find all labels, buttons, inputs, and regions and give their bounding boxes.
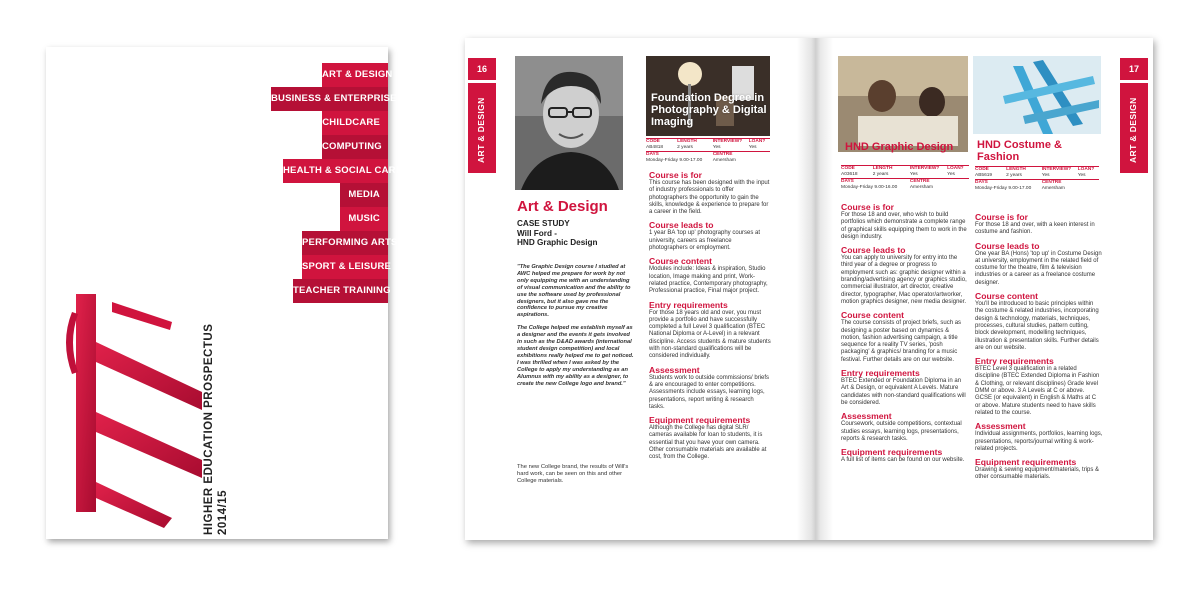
case-study-quote — [517, 264, 635, 393]
case-study-portrait — [515, 56, 623, 190]
section-heading: Course is for — [841, 202, 895, 212]
section-heading: Assessment — [975, 421, 1026, 432]
menu-item-art-design[interactable]: ART & DESIGN — [322, 63, 388, 87]
course-meta-graphic-design — [841, 165, 969, 191]
quote-paragraph: "The Graphic Design course I studied at AWC helped me prepare for work by not only equipping me with an understanding of visual communication and the ability to use the software used by professional designers, but it also gave me the confidence to pursue my creative aspirations. — [517, 264, 631, 319]
section-heading: Equipment requirements — [975, 457, 1077, 468]
meta-value: Yes — [1077, 172, 1086, 178]
course-title-photography: Foundation Degree in Photography & Digital Imaging — [651, 92, 767, 128]
section-heading: Course is for — [975, 212, 1029, 222]
meta-value: Yes — [1041, 172, 1050, 178]
spread-gutter — [797, 38, 833, 540]
section-body: A full list of items can be found on our website. — [841, 457, 965, 464]
course-body-costume-fashion — [975, 208, 1103, 483]
section-tab-left-label: ART & DESIGN — [476, 97, 486, 163]
section-body: One year BA (Hons) 'top up' in Costume Design at university, employment in the related field of costume for the theatre, film & television industries or a career as a freelance costume designer. — [975, 250, 1102, 286]
meta-value: 2 years — [872, 171, 889, 177]
meta-value: AB4818 — [646, 144, 664, 150]
section-body: Coursework, outside competitions, contextual studies essays, learning logs, presentations, reports & research tasks. — [841, 421, 962, 442]
course-photo-graphic-design — [838, 56, 968, 152]
menu-item-music[interactable]: MUSIC — [340, 207, 388, 231]
meta-value: Yes — [909, 171, 918, 177]
section-heading: Course is for — [649, 170, 703, 180]
section-heading: Equipment requirements — [649, 415, 751, 426]
cover-title-line2: 2014/15 — [217, 489, 229, 535]
course-meta-costume-fashion — [975, 166, 1099, 192]
section-heading: Entry requirements — [841, 368, 920, 379]
meta-label: LENGTH — [1006, 167, 1026, 172]
classroom-photo-icon — [838, 56, 968, 152]
brochure-spread — [465, 38, 1153, 540]
menu-item-performing-arts[interactable]: PERFORMING ARTS — [302, 231, 388, 255]
fashion-photo-icon — [973, 56, 1101, 134]
meta-value: 2 years — [677, 144, 693, 150]
meta-value: Yes — [712, 144, 721, 150]
prospectus-cover — [46, 47, 403, 539]
meta-label: CENTRE — [909, 179, 930, 185]
menu-item-health-social-care[interactable]: HEALTH & SOCIAL CARE — [283, 159, 388, 183]
course-body-photography — [649, 166, 771, 463]
meta-value: Monday-Friday 9.00-16.00 — [841, 184, 898, 190]
meta-label: CENTRE — [712, 152, 733, 158]
meta-label: DAYS — [646, 152, 659, 158]
meta-value: Yes — [748, 144, 757, 150]
section-body: Although the College has digital SLR/ cameras available for loan to students, it is essential that you have your own camera. Other consumable materials are available at cost, from the College. — [649, 425, 767, 461]
case-study-heading — [517, 219, 598, 248]
meta-label: INTERVIEW? — [1041, 167, 1072, 172]
menu-item-sport-leisure[interactable]: SPORT & LEISURE — [302, 255, 388, 279]
awc-logo — [52, 282, 222, 537]
cover-title — [203, 323, 383, 537]
meta-value: Amersham — [712, 157, 736, 163]
section-heading: Course leads to — [649, 220, 714, 231]
section-heading: Course content — [975, 291, 1039, 302]
course-title-graphic-design: HND Graphic Design — [845, 141, 954, 153]
case-study-course: HND Graphic Design — [517, 238, 598, 247]
section-body: The course consists of project briefs, such as designing a poster based on dynamics & motion, fashion advertising campaign, a title sequence for a reality TV series, 'posh packaging' & graphics/ branding for a music festival. Further details are on our website. — [841, 320, 962, 363]
section-body: For those 18 and over, who wish to build portfolios which demonstrate a complete range of graphical skills equipping them to work in the design industry. — [841, 212, 967, 240]
section-body: You can apply to university for entry into the third year of a degree or progress to employment such as: graphic designer within a branding/advertising agency or graphics studio, commercial illustrator, art director, creative director, typographer, Mac operator/artworker, motion graphics designer, new media designer. — [841, 255, 967, 305]
course-photo-costume-fashion — [973, 56, 1101, 134]
cover-title-line1: HIGHER EDUCATION PROSPECTUS — [203, 323, 215, 535]
meta-value: Amersham — [1041, 185, 1065, 191]
section-tab-left — [468, 83, 496, 173]
section-body: 1 year BA 'top up' photography courses at university, careers as freelance photographers or employment. — [649, 230, 761, 252]
meta-label: INTERVIEW? — [909, 166, 940, 171]
meta-label: DAYS — [841, 179, 854, 185]
section-body: For those 18 years old and over, you must provide a portfolio and have successfully completed a full Level 3 qualification (BTEC National Diploma or A-Level) in a relevant discipline. Access students & mature students with non-standard qualifications will be considered individually. — [649, 309, 771, 360]
section-body: Individual assignments, portfolios, learning logs, presentations, reports/journal writing & work-related projects. — [975, 431, 1103, 452]
menu-item-childcare[interactable]: CHILDCARE — [322, 111, 388, 135]
section-heading: Entry requirements — [649, 299, 728, 310]
meta-value: Yes — [947, 171, 955, 177]
page-number-right: 17 — [1120, 58, 1148, 80]
section-heading: Entry requirements — [975, 356, 1054, 367]
meta-label: INTERVIEW? — [712, 139, 743, 144]
course-title-costume-fashion: HND Costume & Fashion — [977, 139, 1062, 163]
course-body-graphic-design — [841, 198, 969, 465]
meta-value: 2 years — [1006, 172, 1022, 178]
portrait-photo-icon — [515, 56, 623, 190]
section-body: This course has been designed with the input of industry professionals to offer photographers the opportunity to gain the skills, knowledge & experience to prepare for a career in the field. — [649, 180, 770, 216]
case-study-name: Will Ford - — [517, 228, 557, 238]
menu-item-business-enterprise[interactable]: BUSINESS & ENTERPRISE — [271, 87, 388, 111]
section-heading: Course leads to — [975, 240, 1040, 251]
meta-label: LOAN? — [748, 139, 766, 144]
section-body: You'll be introduced to basic principles within the costume & related industries, incorporating design & technology, materials, techniques, processes, cultural studies, pattern cutting, block development, modelling techniques, illustration & presentation skills. Further details are on our website. — [975, 301, 1099, 351]
meta-label: CODE — [841, 166, 855, 171]
meta-label: CODE — [975, 167, 989, 172]
section-heading: Assessment — [649, 364, 700, 375]
section-heading: Course content — [649, 256, 713, 267]
section-body: Students work to outside commissions/ briefs & are encouraged to enter competitions. Assessments include essays, learning logs, presentations, report writing & research tasks. — [649, 374, 770, 410]
meta-label: DAYS — [975, 180, 988, 186]
meta-value: Monday-Friday 9.00-17.00 — [975, 185, 1032, 191]
meta-label: LENGTH — [872, 166, 893, 171]
course-meta-photography — [646, 138, 770, 164]
meta-label: LOAN? — [947, 166, 964, 171]
meta-value: Monday-Friday 9.00-17.00 — [646, 157, 703, 163]
section-body: For those 18 and over, with a keen interest in costume and fashion. — [975, 222, 1095, 236]
brand-note: The new College brand, the results of Will's hard work, can be seen on this and other College materials. — [517, 464, 629, 484]
section-body: Modules include: Ideas & inspiration, Studio location, Image making and print, Work-related practice, Contemporary photography, Professional practice, Final major project. — [649, 266, 768, 295]
case-study-title: Art & Design — [517, 198, 608, 215]
meta-value: AB5619 — [975, 172, 993, 178]
section-heading: Course content — [841, 310, 905, 321]
menu-item-computing[interactable]: COMPUTING — [322, 135, 388, 159]
section-heading: Course leads to — [841, 245, 906, 256]
section-heading: Assessment — [841, 411, 892, 422]
meta-label: LOAN? — [1077, 167, 1095, 172]
section-body: BTEC Level 3 qualification in a related discipline (BTEC Extended Diploma in Fashion & Clothing, or relevant disciplines) Grade level DMM or above. 3 A Levels at C or above. GCSE (or equivalent) in English & Maths at C or above. Mature students need to have skills related to the course. — [975, 366, 1100, 416]
meta-label: CODE — [646, 139, 660, 144]
meta-value: Amersham — [909, 184, 934, 190]
meta-label: LENGTH — [677, 139, 697, 144]
section-tab-right — [1120, 83, 1148, 173]
page-number-left: 16 — [468, 58, 496, 80]
menu-item-media[interactable]: MEDIA — [340, 183, 388, 207]
quote-paragraph: The College helped me establish myself as a designer and the events it gets involved in such as the D&AD awards (international student design competition) and local exhibitions really helped me to get noticed. I was thrilled when I was asked by the College to apply my understanding as an Alumnus with my ability as a designer, to create the new College logo and brand." — [517, 325, 634, 387]
meta-value: A03618 — [841, 171, 858, 177]
menu-item-teacher-training[interactable]: TEACHER TRAINING — [293, 279, 388, 303]
section-body: BTEC Extended or Foundation Diploma in an Art & Design, or equivalent A Levels. Mature candidates with non-standard qualifications will be considered. — [841, 378, 966, 406]
section-heading: Equipment requirements — [841, 447, 943, 458]
meta-label: CENTRE — [1041, 180, 1062, 186]
case-study-label: CASE STUDY — [517, 219, 570, 228]
section-body: Drawing & sewing equipment/materials, trips & other consumable materials. — [975, 467, 1100, 481]
section-tab-right-label: ART & DESIGN — [1128, 97, 1138, 163]
